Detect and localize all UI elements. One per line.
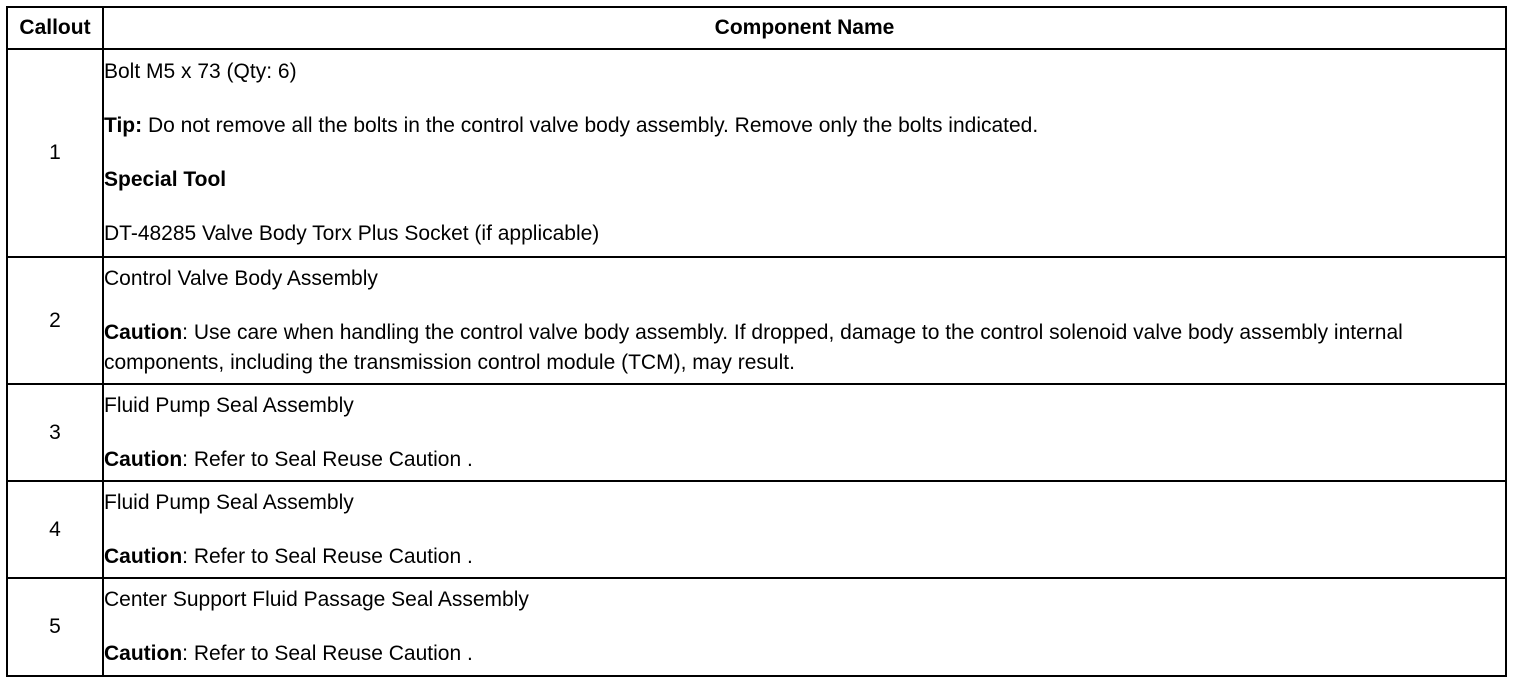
caution-note bbox=[104, 542, 1505, 572]
callout-number: 2 bbox=[7, 257, 103, 384]
table-row bbox=[7, 257, 1506, 384]
caution-text: : Use care when handling the control valve body assembly. If dropped, damage to the control solenoid valve body assembly internal components, including the transmission control module (TCM), may result. bbox=[104, 320, 1403, 374]
component-table bbox=[6, 6, 1507, 677]
component-name: Control Valve Body Assembly bbox=[104, 266, 378, 290]
table-header-row bbox=[7, 7, 1506, 49]
tip-text: Do not remove all the bolts in the control valve body assembly. Remove only the bolts indicated. bbox=[142, 114, 1039, 137]
caution-text: : Refer to Seal Reuse Caution . bbox=[182, 544, 473, 568]
component-name: Center Support Fluid Passage Seal Assembly bbox=[104, 588, 529, 611]
component-cell bbox=[103, 481, 1506, 578]
component-cell bbox=[103, 578, 1506, 676]
tip-label: Tip: bbox=[104, 114, 143, 137]
callout-number: 4 bbox=[7, 481, 103, 578]
caution-note bbox=[104, 445, 1505, 475]
component-cell bbox=[103, 257, 1506, 384]
caution-label: Caution bbox=[104, 642, 183, 665]
caution-text: : Refer to Seal Reuse Caution . bbox=[182, 447, 473, 471]
table-row bbox=[7, 481, 1506, 578]
callout-number: 3 bbox=[7, 384, 103, 481]
caution-note bbox=[104, 639, 1505, 669]
component-name: Fluid Pump Seal Assembly bbox=[104, 393, 354, 417]
table-row bbox=[7, 578, 1506, 676]
caution-note bbox=[104, 318, 1505, 378]
tip-note bbox=[104, 111, 1505, 141]
component-cell bbox=[103, 384, 1506, 481]
caution-label: Caution bbox=[104, 544, 183, 568]
callout-number: 5 bbox=[7, 578, 103, 676]
table-row bbox=[7, 49, 1506, 257]
component-cell bbox=[103, 49, 1506, 257]
component-name-header: Component Name bbox=[103, 7, 1506, 49]
table-row bbox=[7, 384, 1506, 481]
caution-label: Caution bbox=[104, 320, 183, 344]
callout-number: 1 bbox=[7, 49, 103, 257]
callout-header: Callout bbox=[7, 7, 103, 49]
caution-text: : Refer to Seal Reuse Caution . bbox=[182, 642, 473, 665]
special-tool-heading: Special Tool bbox=[104, 168, 227, 191]
component-name: Fluid Pump Seal Assembly bbox=[104, 490, 354, 514]
component-name: Bolt M5 x 73 (Qty: 6) bbox=[104, 60, 297, 83]
caution-label: Caution bbox=[104, 447, 183, 471]
special-tool-text: DT-48285 Valve Body Torx Plus Socket (if applicable) bbox=[104, 222, 600, 245]
